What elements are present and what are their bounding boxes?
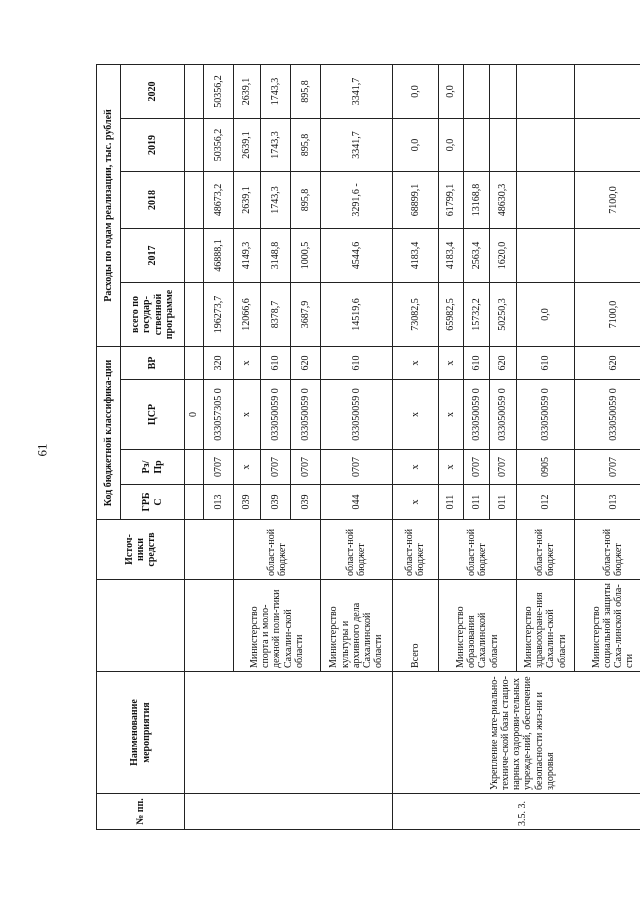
cell-source: [185, 520, 234, 580]
cell-grbs: [185, 485, 204, 520]
cell-csr: 033050059 0: [489, 380, 517, 450]
cell-2019: 895,8: [291, 119, 321, 172]
cell-rzpr: 0707: [261, 450, 291, 485]
header-org: [97, 580, 185, 672]
cell-source: област-ной бюджет: [574, 520, 640, 580]
cell-2019: 3341,7: [321, 119, 392, 172]
cell-org: [185, 580, 234, 672]
table-row: [185, 65, 204, 830]
cell-2020: 1743,3: [261, 65, 291, 119]
cell-2018: 3291,6 -: [321, 172, 392, 229]
cell-2019: [574, 119, 640, 172]
cell-grbs: 013: [203, 485, 233, 520]
cell-2019: [517, 119, 574, 172]
cell-rzpr: x: [392, 450, 438, 485]
cell-vr: [185, 347, 204, 380]
cell-vr: 620: [574, 347, 640, 380]
cell-source: област-ной бюджет: [517, 520, 574, 580]
cell-grbs: 013: [574, 485, 640, 520]
cell-vr: 620: [291, 347, 321, 380]
page-number: 61: [34, 443, 50, 457]
cell-csr: 033057305 0: [203, 380, 233, 450]
cell-2019: 50356,2: [203, 119, 233, 172]
cell-2019: [185, 119, 204, 172]
cell-org: Министерство спорта и моло-дежной поли-тики Сахалин-ской области: [233, 580, 321, 672]
cell-org: Министерство культуры и архивного дела Сахалинской области: [321, 580, 392, 672]
cell-2018: 1743,3: [261, 172, 291, 229]
cell-2018: 2639,1: [233, 172, 261, 229]
cell-csr: x: [438, 380, 463, 450]
header-2020: 2020: [121, 65, 185, 119]
cell-2018: 68899,1: [392, 172, 438, 229]
cell-2019: [464, 119, 489, 172]
cell-2020: 3341,7: [321, 65, 392, 119]
cell-2020: [464, 65, 489, 119]
cell-2020: [574, 65, 640, 119]
cell-vr: 610: [517, 347, 574, 380]
cell-2019: 1743,3: [261, 119, 291, 172]
cell-vr: 610: [464, 347, 489, 380]
header-name: Наименование мероприятия: [97, 672, 185, 794]
cell-total: 14519,6: [321, 283, 392, 347]
cell-total: 8378,7: [261, 283, 291, 347]
cell-csr: 033050059 0: [261, 380, 291, 450]
cell-2020: 0,0: [438, 65, 463, 119]
header-2018: 2018: [121, 172, 185, 229]
cell-source: област-ной бюджет: [233, 520, 321, 580]
cell-2019: 0,0: [392, 119, 438, 172]
cell-org: Министерство социальной защиты Саха-линской обла-сти: [574, 580, 640, 672]
cell-rzpr: 0707: [291, 450, 321, 485]
header-csr: ЦСР: [121, 380, 185, 450]
cell-total: 196273,7: [203, 283, 233, 347]
cell-total: 50250,3: [489, 283, 517, 347]
cell-csr: 033050059 0: [517, 380, 574, 450]
cell-2018: 48630,3: [489, 172, 517, 229]
cell-2017: 1620,0: [489, 229, 517, 283]
cell-total: [185, 283, 204, 347]
cell-2020: 0,0: [392, 65, 438, 119]
cell-rzpr: x: [438, 450, 463, 485]
header-years-group: Расходы по годам реализации, тыс. рублей: [97, 65, 121, 347]
cell-2020: 895,8: [291, 65, 321, 119]
cell-vr: 610: [261, 347, 291, 380]
cell-2018: [517, 172, 574, 229]
cell-rzpr: 0707: [574, 450, 640, 485]
cell-grbs: 011: [464, 485, 489, 520]
cell-num: 3.5. 3.: [392, 794, 640, 830]
cell-org: Министерство образования Сахалинской области: [438, 580, 516, 672]
cell-vr: x: [233, 347, 261, 380]
header-num: № пп.: [97, 794, 185, 830]
cell-2017: 2563,4: [464, 229, 489, 283]
cell-2020: [185, 65, 204, 119]
cell-total: 12066,6: [233, 283, 261, 347]
table-row: [392, 65, 438, 830]
cell-grbs: 011: [438, 485, 463, 520]
header-2019: 2019: [121, 119, 185, 172]
cell-2017: 46888,1: [203, 229, 233, 283]
cell-2018: 48673,2: [203, 172, 233, 229]
cell-2017: [574, 229, 640, 283]
cell-2020: 2639,1: [233, 65, 261, 119]
cell-vr: 620: [489, 347, 517, 380]
cell-rzpr: [185, 450, 204, 485]
cell-name: [185, 672, 393, 794]
cell-vr: 320: [203, 347, 233, 380]
cell-2017: 4183,4: [392, 229, 438, 283]
cell-2017: 4544,6: [321, 229, 392, 283]
rotated-table-frame: [96, 65, 640, 830]
cell-csr: 0: [185, 380, 204, 450]
cell-total: 65982,5: [438, 283, 463, 347]
cell-2017: [185, 229, 204, 283]
cell-rzpr: 0707: [464, 450, 489, 485]
header-vr: ВР: [121, 347, 185, 380]
cell-2018: 895,8: [291, 172, 321, 229]
cell-rzpr: 0905: [517, 450, 574, 485]
cell-2019: [489, 119, 517, 172]
cell-grbs: x: [392, 485, 438, 520]
cell-rzpr: 0707: [321, 450, 392, 485]
cell-grbs: 011: [489, 485, 517, 520]
cell-2020: [517, 65, 574, 119]
cell-csr: 033050059 0: [321, 380, 392, 450]
header-total: всего по государ-ственной программе: [121, 283, 185, 347]
cell-csr: x: [233, 380, 261, 450]
cell-2018: 61799,1: [438, 172, 463, 229]
header-2017: 2017: [121, 229, 185, 283]
budget-table: [96, 64, 640, 830]
cell-csr: 033050059 0: [464, 380, 489, 450]
cell-rzpr: x: [233, 450, 261, 485]
cell-total: 7100,0: [574, 283, 640, 347]
cell-grbs: 039: [233, 485, 261, 520]
cell-total: 0,0: [517, 283, 574, 347]
cell-vr: 610: [321, 347, 392, 380]
cell-grbs: 039: [261, 485, 291, 520]
cell-org: Всего: [392, 580, 438, 672]
header-source: Источ-ники средств: [97, 520, 185, 580]
cell-2017: [517, 229, 574, 283]
cell-grbs: 012: [517, 485, 574, 520]
header-rzpr: Рз/ Пр: [121, 450, 185, 485]
cell-rzpr: 0707: [203, 450, 233, 485]
header-grbs: ГРБ С: [121, 485, 185, 520]
cell-2020: [489, 65, 517, 119]
cell-source: област-ной бюджет: [392, 520, 438, 580]
cell-2018: [185, 172, 204, 229]
cell-source: област-ной бюджет: [438, 520, 516, 580]
cell-2018: 7100,0: [574, 172, 640, 229]
cell-2019: 2639,1: [233, 119, 261, 172]
cell-total: 3687,9: [291, 283, 321, 347]
cell-name: Укрепление мате-риально-техниче-ской базы стацио-нарных оздорови-тельных учрежде-ний, обеспечение безопасности жиз-ни и здоровья: [392, 672, 640, 794]
cell-org: Министерство здравоохране-ния Сахалин-ской области: [517, 580, 574, 672]
cell-vr: x: [438, 347, 463, 380]
cell-2019: 0,0: [438, 119, 463, 172]
cell-rzpr: 0707: [489, 450, 517, 485]
cell-csr: 033050059 0: [291, 380, 321, 450]
cell-2020: 50356,2: [203, 65, 233, 119]
cell-2017: 4183,4: [438, 229, 463, 283]
cell-2017: 3148,8: [261, 229, 291, 283]
cell-2017: 1000,5: [291, 229, 321, 283]
cell-2018: 13168,8: [464, 172, 489, 229]
cell-csr: 033050059 0: [574, 380, 640, 450]
cell-csr: x: [392, 380, 438, 450]
cell-num: [185, 794, 393, 830]
cell-total: 73082,5: [392, 283, 438, 347]
cell-2017: 4149,3: [233, 229, 261, 283]
cell-total: 15732,2: [464, 283, 489, 347]
cell-source: област-ной бюджет: [321, 520, 392, 580]
cell-vr: x: [392, 347, 438, 380]
cell-grbs: 039: [291, 485, 321, 520]
cell-grbs: 044: [321, 485, 392, 520]
header-budget-group: Код бюджетной классифика-ции: [97, 347, 121, 520]
